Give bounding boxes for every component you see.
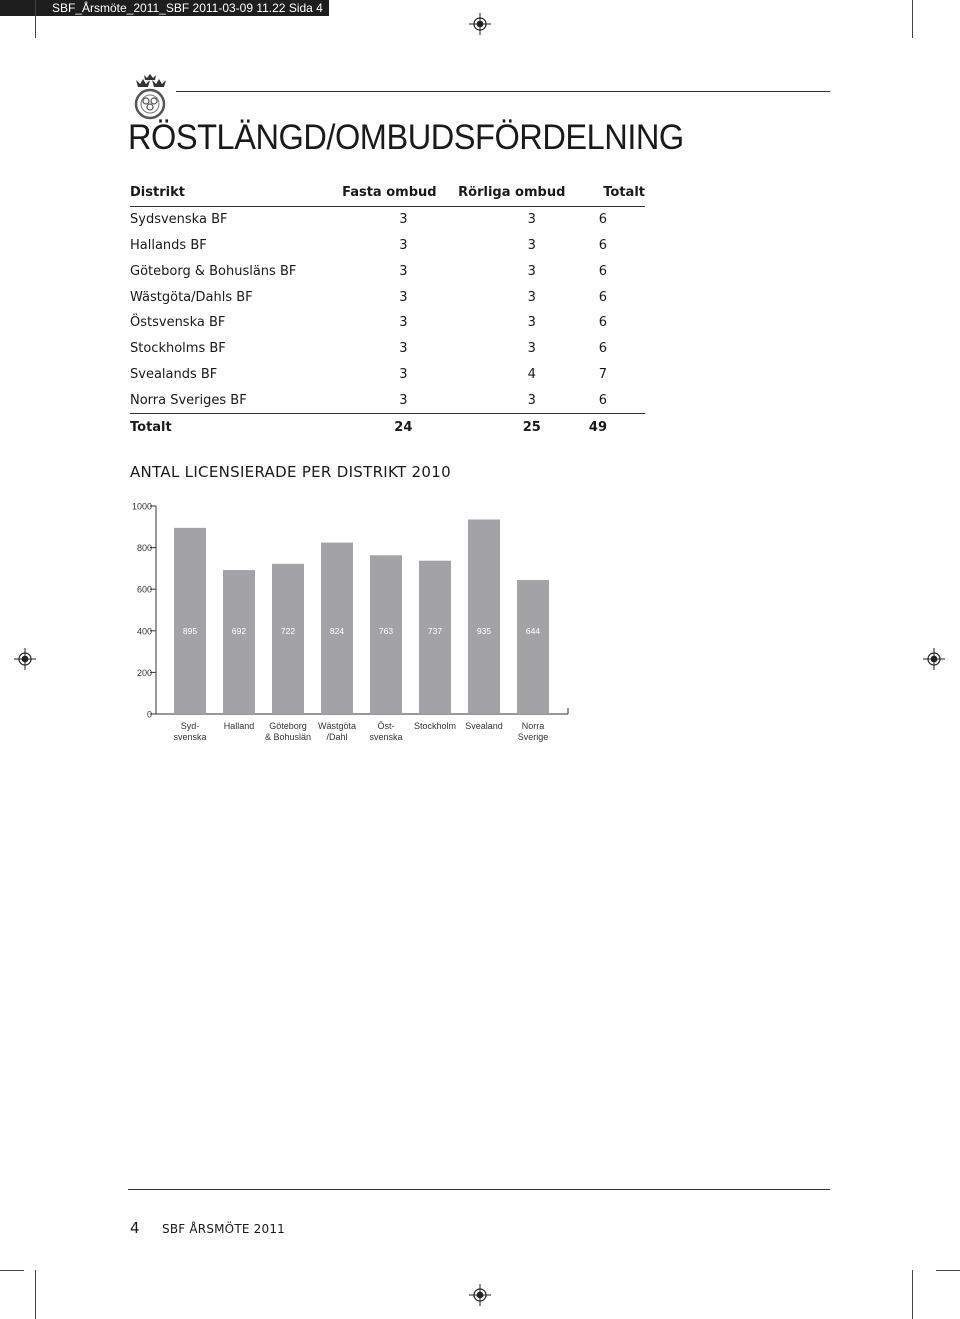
delegate-table bbox=[130, 180, 645, 440]
table-row bbox=[130, 284, 645, 310]
bar-value-label: 692 bbox=[231, 625, 247, 636]
table-row bbox=[130, 206, 645, 232]
bar bbox=[517, 580, 549, 714]
table-row bbox=[130, 310, 645, 336]
fixed-delegates: 3 bbox=[399, 392, 408, 408]
page-title: RÖSTLÄNGD/OMBUDSFÖRDELNING bbox=[128, 118, 684, 157]
total-floating-delegates: 25 bbox=[447, 414, 577, 440]
federation-crest-icon bbox=[128, 74, 172, 120]
table-row bbox=[130, 233, 645, 259]
floating-delegates: 3 bbox=[527, 263, 536, 279]
floating-delegates: 4 bbox=[527, 366, 536, 382]
crop-mark bbox=[35, 1270, 36, 1319]
x-tick-label: Wästgöta bbox=[317, 721, 357, 731]
table-row bbox=[130, 336, 645, 362]
footer-rule bbox=[128, 1189, 830, 1190]
table-row bbox=[130, 258, 645, 284]
bar-value-label: 824 bbox=[329, 625, 345, 636]
total-delegates: 6 bbox=[598, 289, 607, 305]
district-name: Stockholms BF bbox=[130, 341, 226, 357]
table-row bbox=[130, 387, 645, 413]
bar bbox=[272, 564, 304, 714]
bar bbox=[419, 561, 451, 714]
registration-mark-icon bbox=[469, 13, 491, 35]
crop-mark bbox=[912, 0, 913, 38]
fixed-delegates: 3 bbox=[399, 315, 408, 331]
district-name: Göteborg & Bohusläns BF bbox=[130, 263, 297, 279]
print-slug: SBF_Årsmöte_2011_SBF 2011-03-09 11.22 Sida 4 bbox=[0, 0, 329, 16]
bar-value-label: 763 bbox=[378, 625, 394, 636]
total-delegates: 6 bbox=[598, 263, 607, 279]
table-row bbox=[130, 362, 645, 388]
x-tick-label: svenska bbox=[173, 732, 207, 742]
y-tick-label: 1000 bbox=[131, 501, 152, 512]
total-delegates: 6 bbox=[598, 315, 607, 331]
column-header-total: Totalt bbox=[577, 180, 645, 206]
crop-mark bbox=[936, 1270, 960, 1271]
fixed-delegates: 3 bbox=[399, 289, 408, 305]
district-name: Norra Sveriges BF bbox=[130, 392, 247, 408]
bar bbox=[468, 520, 500, 714]
y-tick-label: 600 bbox=[136, 584, 152, 595]
x-tick-label: Halland bbox=[223, 721, 255, 731]
district-name: Sydsvenska BF bbox=[130, 212, 228, 228]
fixed-delegates: 3 bbox=[399, 263, 408, 279]
chart-title: ANTAL LICENSIERADE PER DISTRIKT 2010 bbox=[130, 463, 451, 481]
y-tick-label: 0 bbox=[146, 709, 152, 720]
x-tick-label: & Bohuslän bbox=[264, 732, 312, 742]
total-delegates: 6 bbox=[598, 392, 607, 408]
bar-value-label: 895 bbox=[182, 625, 198, 636]
bar bbox=[223, 570, 255, 714]
fixed-delegates: 3 bbox=[399, 341, 408, 357]
licensed-players-chart bbox=[100, 490, 600, 760]
footer-text: SBF ÅRSMÖTE 2011 bbox=[162, 1222, 285, 1236]
crop-mark bbox=[0, 1270, 24, 1271]
floating-delegates: 3 bbox=[527, 341, 536, 357]
x-tick-label: Svealand bbox=[465, 721, 503, 731]
y-tick-label: 400 bbox=[136, 626, 152, 637]
bar-value-label: 722 bbox=[280, 625, 296, 636]
x-tick-label: Syd- bbox=[180, 721, 200, 731]
x-tick-label: Sverige bbox=[517, 732, 549, 742]
y-tick-label: 800 bbox=[136, 543, 152, 554]
district-name: Hallands BF bbox=[130, 237, 207, 253]
floating-delegates: 3 bbox=[527, 212, 536, 228]
column-header-district: Distrikt bbox=[130, 180, 332, 206]
grand-total-delegates: 49 bbox=[577, 414, 645, 440]
table-total-row bbox=[130, 414, 645, 440]
x-tick-label: Stockholm bbox=[413, 721, 457, 731]
floating-delegates: 3 bbox=[527, 315, 536, 331]
crop-mark bbox=[912, 1270, 913, 1319]
x-tick-label: Norra bbox=[521, 721, 545, 731]
floating-delegates: 3 bbox=[527, 289, 536, 305]
district-name: Wästgöta/Dahls BF bbox=[130, 289, 253, 305]
bar bbox=[174, 528, 206, 714]
table-header-row bbox=[130, 180, 645, 206]
x-tick-label: svenska bbox=[369, 732, 403, 742]
total-delegates: 6 bbox=[598, 212, 607, 228]
registration-mark-icon bbox=[14, 648, 36, 670]
column-header-fixed: Fasta ombud bbox=[332, 180, 447, 206]
column-header-floating: Rörliga ombud bbox=[447, 180, 577, 206]
bar-value-label: 737 bbox=[427, 625, 443, 636]
total-label: Totalt bbox=[130, 414, 332, 440]
fixed-delegates: 3 bbox=[399, 366, 408, 382]
registration-mark-icon bbox=[923, 648, 945, 670]
page-number: 4 bbox=[130, 1219, 140, 1237]
floating-delegates: 3 bbox=[527, 392, 536, 408]
registration-mark-icon bbox=[469, 1284, 491, 1306]
fixed-delegates: 3 bbox=[399, 212, 408, 228]
header-rule bbox=[176, 91, 830, 92]
total-fixed-delegates: 24 bbox=[332, 414, 447, 440]
floating-delegates: 3 bbox=[527, 237, 536, 253]
y-tick-label: 200 bbox=[136, 667, 152, 678]
total-delegates: 6 bbox=[598, 341, 607, 357]
total-delegates: 7 bbox=[598, 366, 607, 382]
total-delegates: 6 bbox=[598, 237, 607, 253]
x-tick-label: /Dahl bbox=[326, 732, 348, 742]
x-tick-label: Öst- bbox=[377, 721, 395, 731]
crop-mark bbox=[35, 0, 36, 38]
x-tick-label: Göteborg bbox=[269, 721, 307, 731]
bar-value-label: 644 bbox=[525, 625, 541, 636]
district-name: Svealands BF bbox=[130, 366, 218, 382]
district-name: Östsvenska BF bbox=[130, 315, 226, 331]
bar-value-label: 935 bbox=[476, 625, 492, 636]
fixed-delegates: 3 bbox=[399, 237, 408, 253]
